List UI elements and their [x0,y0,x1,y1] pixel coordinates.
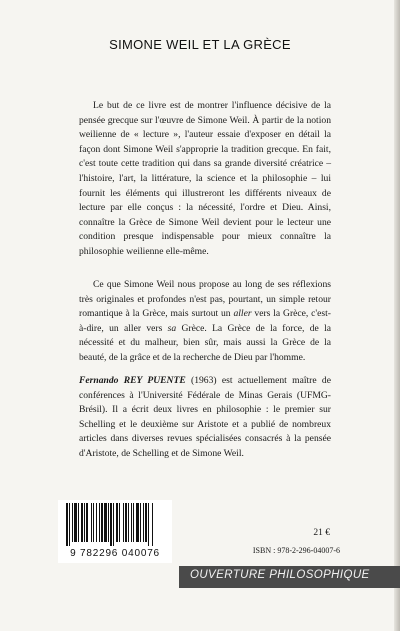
author-bio-body: (1963) est actuellement maître de conférences à l'Université Fédérale de Minas Gerais (UFMG-Brésil). Il a écrit deux livres en philosophie : le premier sur Schelling et le deuxième sur Aristote et a publié de nombreux articles dans diverses revues spécialisées consacrés à la pensée d'Aristote, de Schelling et de Simone Weil. [79,375,331,459]
author-bio-text [79,374,331,462]
paragraph-2-emphasis-aller: aller [233,308,252,320]
price: 21 € [313,528,330,538]
paragraph-1-text: Le but de ce livre est de montrer l'influence décisive de la pensée grecque sur l'œuvre de Simone Weil. À partir de la notion weilienne de « lecture », l'auteur essaie d'exposer en détail la façon dont Simone Weil s'approprie la tradition grecque. En fait, c'est toute cette tradition qui dans sa grande diversité créatrice – l'histoire, l'art, la littérature, la science et la philosophie – lui fournit les éléments qui illustreront les différents niveaux de lecture par elle conçus : la nécessité, l'ordre et Dieu. Ainsi, connaître la Grèce de Simone Weil devient pour le lecteur une condition presque indispensable pour mieux connaître la philosophie weilienne elle-même. [79,100,331,257]
paragraph-2-text [79,278,331,366]
barcode-number: 9 782296 040076 [70,548,160,559]
description-paragraph-1 [79,99,331,260]
barcode-bars-icon [58,500,172,546]
paragraph-2-part-2: vers la Grèce, c'est-à-dire, un aller vers [79,308,331,334]
page-edge [394,0,400,631]
book-title: SIMONE WEIL ET LA GRÈCE [109,37,291,52]
paragraph-2-part-1: Ce que Simone Weil nous propose au long de ses réflexions très originales et profondes n'est pas, pourtant, un simple retour romantique à la Grèce, mais surtout un [79,279,331,320]
paragraph-2-part-3: Grèce. La Grèce de la force, de la nécessité et du malheur, bien sûr, mais aussi la Grèce de la beauté, de la grâce et de la recherche de Dieu par l'homme. [79,322,331,363]
paragraph-2-emphasis-sa: sa [167,322,177,334]
author-name: Fernando REY PUENTE [79,375,186,386]
collection-name: OUVERTURE PHILOSOPHIQUE [190,569,370,581]
description-paragraph-2 [79,278,331,366]
author-bio [79,374,331,462]
isbn: ISBN : 978-2-296-04007-6 [252,546,340,555]
